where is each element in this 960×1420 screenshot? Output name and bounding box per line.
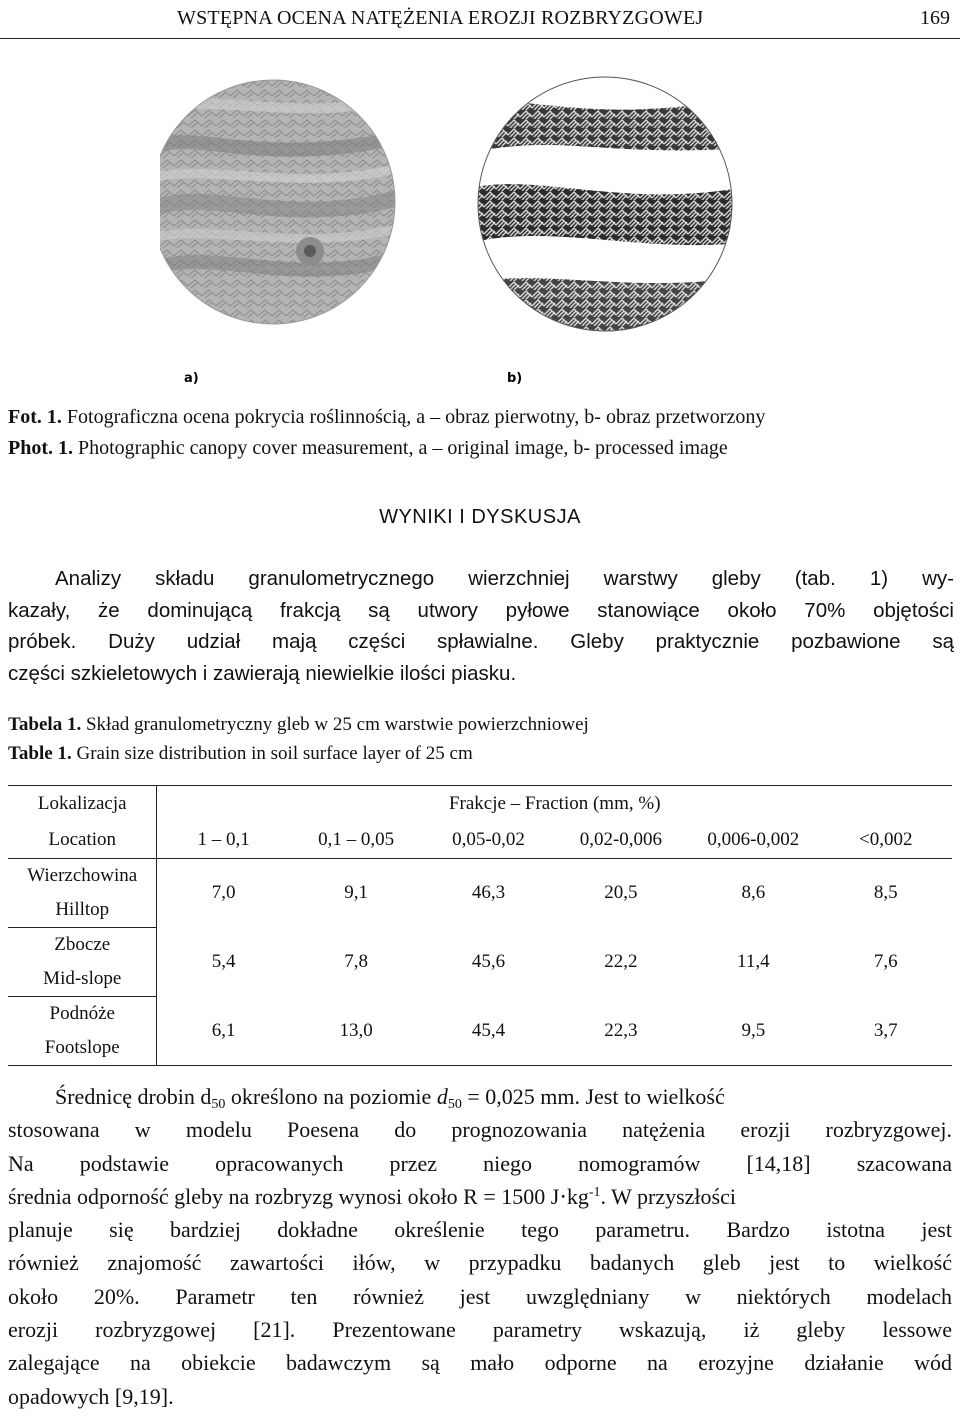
superscript: -1 [588,1184,601,1200]
table-row [8,928,952,997]
table-cell: 20,5 [604,882,638,904]
table-cell: 22,3 [555,997,687,1066]
body-text: ⋅ [559,1183,567,1209]
body-paragraph [8,1080,952,1413]
page-number: 169 [920,7,950,29]
body-line: opadowych [9,19]. [8,1383,174,1409]
caption-label-pl: Fot. 1. [8,406,62,428]
table-cell: 45,4 [422,997,554,1066]
body-text: Średnicę drobin d [55,1084,212,1109]
body-line: zalegające na obiekcie badawczym są mało odporne na erozyjne działanie wód [8,1350,952,1376]
subscript: 50 [447,1097,462,1112]
body-line: około 20%. Parametr ten również jest uwzględniany w niektórych modelach [8,1283,952,1309]
body-text: = 0,025 mm. Jest to wielkość [461,1084,725,1109]
table-cell: 11,4 [737,951,770,972]
photo-processed [460,68,750,348]
body-text: kg [566,1183,589,1209]
grain-size-table [8,785,952,1066]
fraction-header: Frakcje – Fraction (mm, %) [157,786,952,823]
caption-text-en: Photographic canopy cover measurement, a – original image, b- processed image [73,437,728,459]
panel-a-label: a) [184,371,199,386]
location-header-pl: Lokalizacja [8,786,157,823]
row-name-pl: Zbocze [54,934,111,955]
caption-label-en: Phot. 1. [8,437,73,459]
row-name-en: Mid-slope [43,968,122,989]
body-text: średnia odporność gleby na rozbryzg wynosi około R = 1500 J [8,1183,560,1209]
figure-photos [160,38,800,398]
body-line: erozji rozbryzgowej [21]. Prezentowane parametry wskazują, iż gleby lessowe [8,1317,952,1343]
body-line: stosowana w modelu Poesena do prognozowania natężenia erozji rozbryzgowej. [8,1117,952,1143]
intro-line: kazały, że dominującą frakcją są utwory pyłowe stanowiące około 70% objętości [8,598,954,622]
table-caption-en [8,743,473,765]
column-header: 0,006-0,002 [687,822,819,859]
body-line: również znajomość zawartości iłów, w przypadku badanych gleb jest to wielkość [8,1250,952,1276]
section-heading: WYNIKI I DYSKUSJA [379,506,581,528]
column-header: 0,02-0,006 [555,822,687,859]
table-caption-pl [8,714,589,736]
running-title: WSTĘPNA OCENA NATĘŻENIA EROZJI ROZBRYZGOWEJ [177,7,704,29]
intro-line: próbek. Duży udział mają części spławialne. Gleby praktycznie pozbawione są [8,630,954,653]
figure-caption-en [8,437,728,460]
panel-b-label: b) [507,371,523,386]
caption-text-pl: Fotograficzna ocena pokrycia roślinnością, a – obraz pierwotny, b- obraz przetworzony [61,406,766,428]
location-header-en: Location [8,822,157,859]
table-caption-text-en: Grain size distribution in soil surface layer of 25 cm [71,743,473,764]
table-label-pl: Tabela 1. [8,714,82,735]
column-header: <0,002 [820,822,952,859]
row-name-en: Hilltop [55,899,110,920]
table-cell: 7,8 [344,951,368,972]
row-location [8,928,157,997]
table-cell: 6,1 [157,997,290,1066]
row-name-en: Footslope [44,1037,120,1058]
table-cell: 46,3 [471,882,506,904]
table-cell: 8,5 [873,882,898,904]
body-line: planuje się bardziej dokładne określenie tego parametru. Bardzo istotna jest [8,1217,952,1243]
figure-caption-pl [8,406,765,429]
table-caption-text-pl: Skład granulometryczny gleb w 25 cm warstwie powierzchniowej [81,714,589,735]
intro-paragraph [8,563,954,689]
row-name-pl: Wierzchowina [27,865,138,886]
table-cell: 3,7 [820,997,952,1066]
table-cell: 9,1 [344,882,368,904]
table-cell: 13,0 [290,997,422,1066]
italic-symbol: d [436,1084,448,1109]
table-label-en: Table 1. [8,743,72,764]
table-cell: 5,4 [211,951,236,972]
table-cell: 9,5 [687,997,819,1066]
intro-line: części szkieletowych i zawierają niewielkie ilości piasku. [8,661,517,685]
table-header-row-1 [8,786,952,823]
row-location [8,997,157,1066]
subscript: 50 [211,1097,226,1112]
table-cell: 7,0 [211,882,236,904]
table-row [8,997,952,1066]
row-name-pl: Podnóże [49,1003,115,1024]
running-header [0,4,960,39]
column-header: 1 – 0,1 [157,822,290,859]
column-header: 0,1 – 0,05 [290,822,422,859]
table-cell: 8,6 [741,882,766,904]
table-header-row-2 [8,822,952,859]
table-cell: 7,6 [873,951,898,972]
body-text: określono na poziomie [225,1084,437,1109]
column-header: 0,05-0,02 [422,822,554,859]
row-location [8,859,157,928]
table-cell: 45,6 [471,951,506,972]
table-cell: 22,2 [604,951,638,972]
table-row [8,859,952,928]
photo-figure-svg [160,38,800,398]
body-line [8,1080,952,1113]
body-line [8,1180,952,1213]
intro-line: Analizy składu granulometrycznego wierzchniej warstwy gleby (tab. 1) wy- [55,567,954,590]
body-text: . W przyszłości [600,1183,736,1209]
body-line: Na podstawie opracowanych przez niego nomogramów [14,18] szacowana [8,1150,952,1176]
